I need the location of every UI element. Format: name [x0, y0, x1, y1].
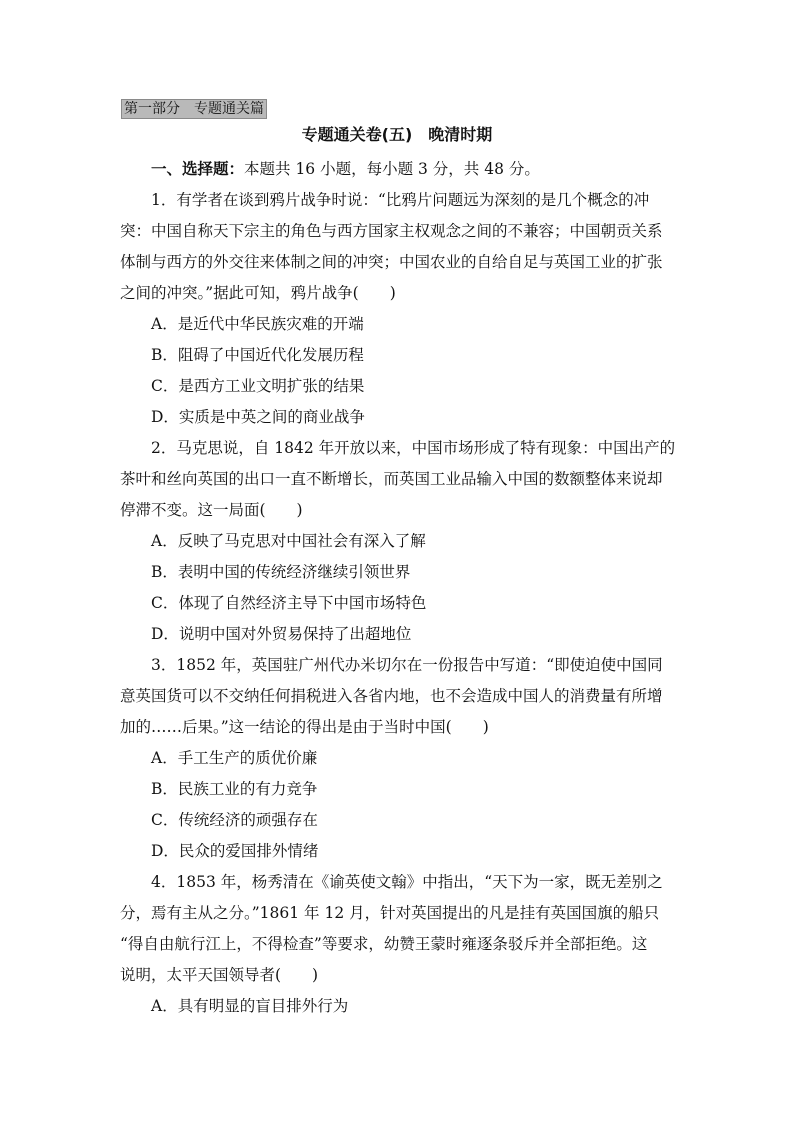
- option-c[interactable]: C．传统经济的顽强存在: [151, 811, 318, 829]
- option-b[interactable]: B．表明中国的传统经济继续引领世界: [151, 563, 411, 581]
- instructions-rest: 本题共 16 小题，每小题 3 分，共 48 分。: [244, 160, 540, 178]
- question-stem-line: 分，焉有主从之分。”1861 年 12 月，针对英国提出的凡是挂有英国国旗的船只: [120, 904, 660, 922]
- question-stem-line: “得自由航行江上，不得检查”等要求，幼赞王蒙时雍逐条驳斥并全部拒绝。这: [120, 935, 648, 953]
- question-stem-line: 体制与西方的外交往来体制之间的冲突；中国农业的自给自足与英国工业的扩张: [120, 253, 663, 271]
- question-stem-line: 茶叶和丝向英国的出口一直不断增长，而英国工业品输入中国的数额整体来说却: [120, 470, 663, 488]
- question-2: [120, 433, 676, 650]
- question-stem-line: 2．马克思说，自 1842 年开放以来，中国市场形成了特有现象：中国出产的: [151, 439, 676, 457]
- option-a[interactable]: A．具有明显的盲目排外行为: [151, 997, 349, 1015]
- question-stem-line: 之间的冲突。”据此可知，鸦片战争( ): [120, 284, 396, 302]
- question-stem-line: 3．1852 年，英国驻广州代办米切尔在一份报告中写道：“即使迫使中国同: [151, 656, 663, 674]
- question-stem-line: 突：中国自称天下宗主的角色与西方国家主权观念之间的不兼容；中国朝贡关系: [120, 222, 663, 240]
- option-b[interactable]: B．民族工业的有力竞争: [151, 780, 318, 798]
- question-stem-line: 说明，太平天国领导者( ): [120, 966, 319, 984]
- option-d[interactable]: D．说明中国对外贸易保持了出超地位: [151, 625, 412, 643]
- option-b[interactable]: B．阻碍了中国近代化发展历程: [151, 346, 364, 364]
- exam-content: [120, 154, 676, 1022]
- instructions-lead: 一、选择题：: [151, 160, 245, 178]
- question-stem-line: 停滞不变。这一局面( ): [120, 501, 303, 519]
- option-d[interactable]: D．实质是中英之间的商业战争: [151, 408, 365, 426]
- question-stem-line: 1．有学者在谈到鸦片战争时说：“比鸦片问题远为深刻的是几个概念的冲: [151, 191, 650, 209]
- option-a[interactable]: A．手工生产的质优价廉: [151, 749, 318, 767]
- question-stem-line: 加的……后果。”这一结论的得出是由于当时中国( ): [120, 718, 489, 736]
- question-stem-line: 意英国货可以不交纳任何捐税进入各省内地，也不会造成中国人的消费量有所增: [120, 687, 663, 705]
- question-1: [120, 185, 676, 433]
- section-tag: 第一部分 专题通关篇: [121, 99, 267, 119]
- option-a[interactable]: A．反映了马克思对中国社会有深入了解: [151, 532, 426, 550]
- question-3: [120, 650, 676, 867]
- page-title: 专题通关卷(五) 晚清时期: [301, 125, 493, 144]
- option-c[interactable]: C．体现了自然经济主导下中国市场特色: [151, 594, 427, 612]
- question-stem-line: 4．1853 年，杨秀清在《谕英使文翰》中指出，“天下为一家，既无差别之: [151, 873, 663, 891]
- question-4: [120, 867, 676, 1022]
- option-a[interactable]: A．是近代中华民族灾难的开端: [151, 315, 364, 333]
- option-c[interactable]: C．是西方工业文明扩张的结果: [151, 377, 365, 395]
- instructions-line: [120, 154, 676, 185]
- option-d[interactable]: D．民众的爱国排外情绪: [151, 842, 319, 860]
